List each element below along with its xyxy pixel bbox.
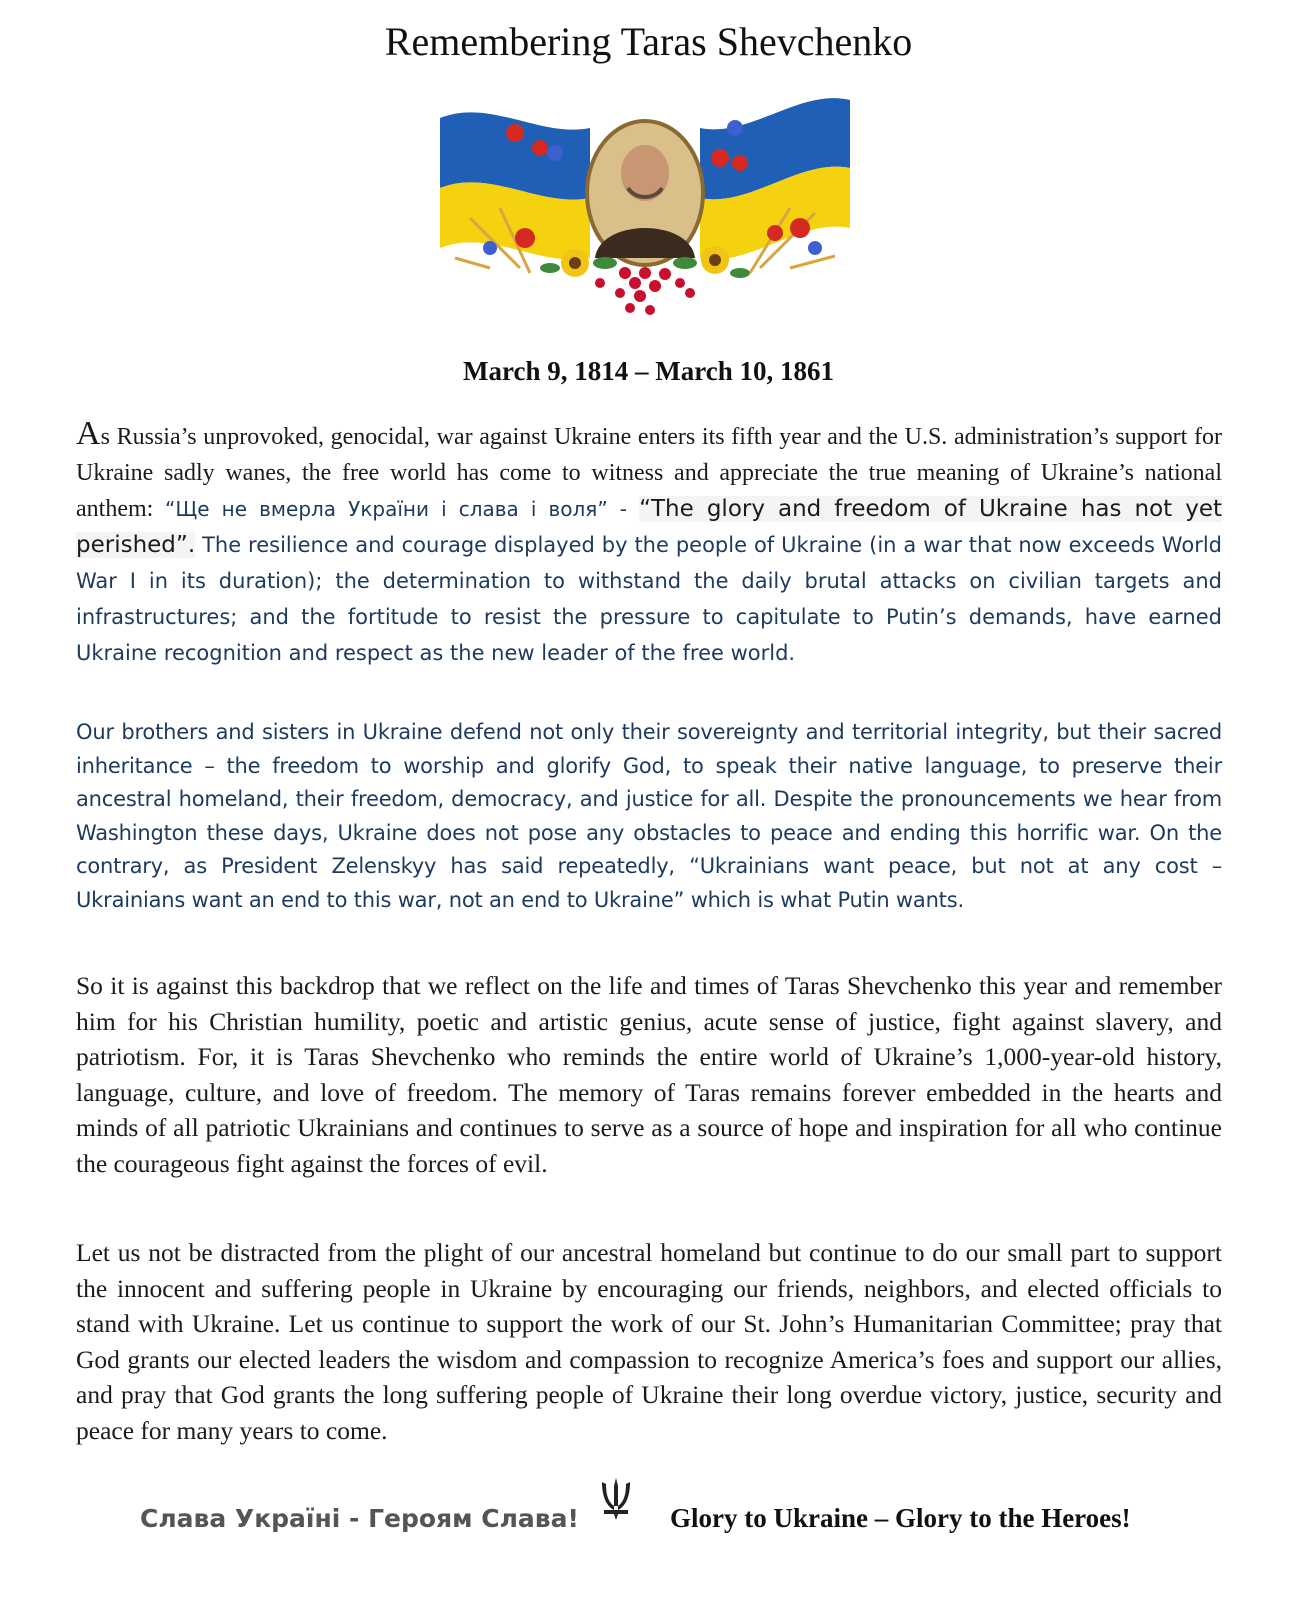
ukrainian-slogan: Слава Україні - Героям Слава! (140, 1504, 579, 1533)
english-slogan: Glory to Ukraine – Glory to the Heroes! (670, 1503, 1131, 1533)
paragraph-reflection: So it is against this backdrop that we reflect on the life and times of Taras Shevchenko this year and remember him for his Christian humility, poetic and artistic genius, acute sense of justice, fight against slavery, and patriotism. For, it is Taras Shevchenko who reminds the entire world of Ukraine’s 1,000-year-old history, language, culture, and love of freedom. The memory of Taras remains forever embedded in the hearts and minds of all patriotic Ukrainians and continues to serve as a source of hope and inspiration for all who continue the courageous fight against the forces of evil. (76, 971, 1222, 1178)
anthem-ukrainian-quote: “Ще не вмерла України і слава і воля” - (165, 497, 640, 521)
paragraph-brothers-sisters: Our brothers and sisters in Ukraine defend not only their sovereignty and territorial integrity, but their sacred inheritance – the freedom to worship and glorify God, to speak their native language, to preserve their ancestral homeland, their freedom, democracy, and justice for all. Despite the pronouncements we hear from Washington these days, Ukraine does not pose any obstacles to peace and ending this horrific war. On the contrary, as President Zelenskyy has said repeatedly, “Ukrainians want peace, but not at any cost – Ukrainians want an end to this war, not an end to Ukraine” which is what Putin wants. (76, 720, 1222, 912)
viburnum-berries-icon (595, 267, 695, 315)
paragraph-anthem-rest: The resilience and courage displayed by the people of Ukraine (in a war that now exceeds World War I in its duration); the determination to withstand the daily brutal attacks on civilian targets and infrastructures; and the fortitude to resist the pressure to capitulate to Putin’s demands, have earned Ukraine recognition and respect as the new leader of the free world. (76, 533, 1222, 665)
shevchenko-banner-illustration (430, 88, 860, 338)
life-dates: March 9, 1814 – March 10, 1861 (463, 356, 834, 386)
anthem-english-quote: “The glory and freedom of Ukraine has not yet perished”. (76, 496, 1222, 558)
paragraph-anthem-lead: s Russia’s unprovoked, genocidal, war against Ukraine enters its fifth year and the U.S. administration’s support for Ukraine sadly wanes, the free world has come to witness and appreciate the true meaning of Ukraine’s national anthem: (76, 424, 1222, 522)
trident-icon (598, 1476, 634, 1522)
drop-cap: A (76, 415, 101, 452)
page-title: Remembering Taras Shevchenko (384, 19, 913, 64)
paragraph-anthem (76, 416, 1222, 671)
paragraph-call-to-action: Let us not be distracted from the plight of our ancestral homeland but continue to do our small part to support the innocent and suffering people in Ukraine by encouraging our friends, neighbors, and elected officials to stand with Ukraine. Let us continue to support the work of our St. John’s Humanitarian Committee; pray that God grants our elected leaders the wisdom and compassion to recognize America’s foes and support our allies, and pray that God grants the long suffering people of Ukraine their long overdue victory, justice, security and peace for many years to come. (76, 1238, 1222, 1445)
